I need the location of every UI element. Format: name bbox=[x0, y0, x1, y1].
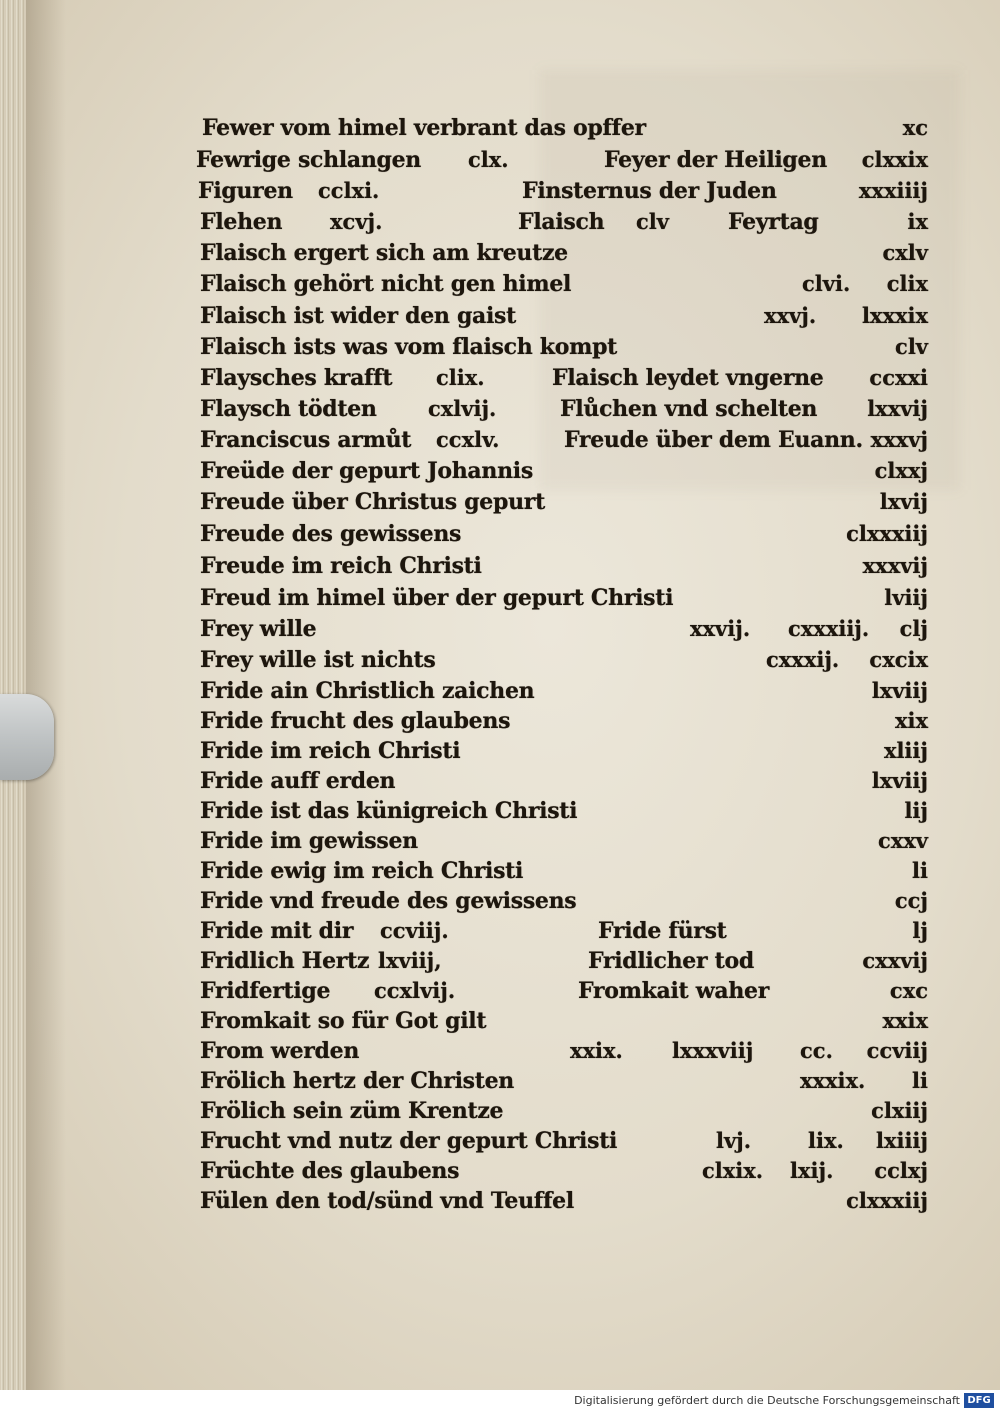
index-entry bbox=[0, 887, 1000, 921]
page-ref: lj bbox=[912, 918, 928, 943]
entry-text: Freude des gewissens bbox=[200, 521, 462, 547]
entry-text: Fride ist das künigreich Christi bbox=[200, 798, 578, 824]
index-entry bbox=[0, 364, 1000, 398]
page-ref: xcvj. bbox=[330, 209, 383, 234]
page-ref: ccxxi bbox=[869, 365, 928, 390]
entry-text: Flaisch ist wider den gaist bbox=[200, 303, 516, 329]
page-ref: xliij bbox=[883, 738, 928, 763]
entry-text: Figuren bbox=[198, 178, 293, 204]
entry-text: Fride mit dir bbox=[200, 918, 354, 944]
entry-text: Flaisch gehört nicht gen himel bbox=[200, 271, 572, 297]
page-ref: cxxxij. bbox=[766, 647, 840, 672]
footer-bar bbox=[0, 1390, 1000, 1412]
index-entry bbox=[0, 767, 1000, 801]
entry-text: Fride ain Christlich zaichen bbox=[200, 678, 535, 704]
entry-text: Fride vnd freude des gewissens bbox=[200, 888, 577, 914]
index-entry bbox=[0, 302, 1000, 336]
page-ref: lix. bbox=[808, 1128, 844, 1153]
page-ref: lxvij bbox=[879, 489, 928, 514]
entry-text: Fride im gewissen bbox=[200, 828, 418, 854]
entry-text: Flaisch ergert sich am kreutze bbox=[200, 240, 568, 266]
page-ref: cxlv bbox=[882, 240, 928, 265]
page-ref: clxxxiij bbox=[846, 521, 928, 546]
page-ref: ix bbox=[907, 209, 928, 234]
page-ref: lvj. bbox=[716, 1128, 752, 1153]
entry-text: Freude im reich Christi bbox=[200, 553, 482, 579]
index-entry bbox=[0, 857, 1000, 891]
entry-text: Fridlich Hertz bbox=[200, 948, 370, 974]
page-ref: li bbox=[912, 858, 928, 883]
index-entry bbox=[0, 827, 1000, 861]
entry-text: Fride auff erden bbox=[200, 768, 396, 794]
index-entry bbox=[0, 677, 1000, 711]
entry-text: Flaisch ists was vom flaisch kompt bbox=[200, 334, 618, 360]
page-ref: xix bbox=[894, 708, 928, 733]
index-entry bbox=[0, 584, 1000, 618]
entry-text-2: Fromkait waher bbox=[578, 978, 770, 1004]
page-ref: clix. bbox=[436, 365, 485, 390]
index-entry bbox=[0, 333, 1000, 367]
entry-text: Fewer vom himel verbrant das opffer bbox=[202, 115, 646, 141]
page-ref: ccxlv. bbox=[436, 427, 500, 452]
page-ref: clx. bbox=[468, 147, 509, 172]
page-ref: xxxiiij bbox=[858, 178, 928, 203]
index-entry bbox=[0, 797, 1000, 831]
page-ref: lij bbox=[904, 798, 928, 823]
entry-text-2: Finsternus der Juden bbox=[522, 178, 777, 204]
page-ref: lviij bbox=[884, 585, 928, 610]
page-ref: cclxi. bbox=[318, 178, 380, 203]
page-ref: cxcix bbox=[869, 647, 928, 672]
index-entry bbox=[0, 1037, 1000, 1071]
entry-text: Flehen bbox=[200, 209, 283, 235]
index-entry bbox=[0, 1097, 1000, 1131]
entry-text-3: Feyrtag bbox=[728, 209, 819, 235]
index-entry bbox=[0, 395, 1000, 429]
entry-text-2: Flaisch leydet vngerne bbox=[552, 365, 824, 391]
page-ref: cclxj bbox=[874, 1158, 928, 1183]
index-entry bbox=[0, 1187, 1000, 1221]
page-ref: ccviij bbox=[866, 1038, 928, 1063]
index-entry bbox=[0, 947, 1000, 981]
entry-text: Frey wille bbox=[200, 616, 317, 642]
page-ref: lxij. bbox=[790, 1158, 834, 1183]
page-ref: lxxvij bbox=[867, 396, 928, 421]
index-entry bbox=[0, 457, 1000, 491]
page-ref: xxxvj bbox=[870, 427, 928, 452]
index-entry bbox=[0, 707, 1000, 741]
index-entry bbox=[0, 520, 1000, 554]
page-ref: ccxlvij. bbox=[374, 978, 456, 1003]
entry-text: Früchte des glaubens bbox=[200, 1158, 460, 1184]
page-ref: lxviij, bbox=[378, 948, 442, 973]
index-entry bbox=[0, 1007, 1000, 1041]
entry-text: Fewrige schlangen bbox=[196, 147, 421, 173]
entry-text: Freud im himel über der gepurt Christi bbox=[200, 585, 674, 611]
index-entry bbox=[0, 239, 1000, 273]
entry-text: Freüde der gepurt Johannis bbox=[200, 458, 533, 484]
index-entry bbox=[0, 646, 1000, 680]
entry-text-2: Freude über dem Euann. bbox=[564, 427, 863, 453]
index-entry bbox=[0, 270, 1000, 304]
index-entry bbox=[0, 1067, 1000, 1101]
page-ref: li bbox=[912, 1068, 928, 1093]
index-entry bbox=[0, 917, 1000, 951]
page-ref: clxxxiij bbox=[846, 1188, 928, 1213]
entry-text: Frey wille ist nichts bbox=[200, 647, 436, 673]
entry-text: Flaysch tödten bbox=[200, 396, 377, 422]
page-ref: ccviij. bbox=[380, 918, 449, 943]
index-entry bbox=[0, 488, 1000, 522]
index-entry bbox=[0, 615, 1000, 649]
entry-text: Frölich hertz der Christen bbox=[200, 1068, 514, 1094]
page-ref: clxxix bbox=[861, 147, 928, 172]
entry-text: Fride im reich Christi bbox=[200, 738, 461, 764]
page-ref: clix bbox=[886, 271, 928, 296]
page-ref: lxviij bbox=[871, 678, 928, 703]
page-ref: lxxxix bbox=[861, 303, 928, 328]
entry-text: Franciscus armůt bbox=[200, 427, 412, 453]
entry-text: Fromkait so für Got gilt bbox=[200, 1008, 487, 1034]
entry-text: Flaysches krafft bbox=[200, 365, 393, 391]
page-ref: lxviij bbox=[871, 768, 928, 793]
page-ref: clxxj bbox=[874, 458, 928, 483]
page-ref: xxix bbox=[882, 1008, 928, 1033]
dfg-logo-icon: DFG bbox=[964, 1393, 994, 1408]
index-entry bbox=[0, 208, 1000, 242]
page-ref: cxxv bbox=[877, 828, 928, 853]
page-ref: clvi. bbox=[802, 271, 851, 296]
page-ref: lxiiij bbox=[875, 1128, 928, 1153]
page-ref: xxvij. bbox=[690, 616, 751, 641]
page-ref: xxxvij bbox=[862, 553, 928, 578]
page-ref: xxvj. bbox=[764, 303, 817, 328]
page-ref: lxxxviij bbox=[672, 1038, 754, 1063]
index-entry bbox=[0, 737, 1000, 771]
page-ref: clv bbox=[636, 209, 669, 234]
page-ref: cxlvij. bbox=[428, 396, 497, 421]
entry-text-2: Flaisch bbox=[518, 209, 605, 235]
entry-text: Fride frucht des glaubens bbox=[200, 708, 511, 734]
entry-text-2: Fride fürst bbox=[598, 918, 727, 944]
page-ref: cxxxiij. bbox=[788, 616, 870, 641]
entry-text: Freude über Christus gepurt bbox=[200, 489, 545, 515]
entry-text: Fridfertige bbox=[200, 978, 331, 1004]
index-entry bbox=[0, 552, 1000, 586]
entry-text: Fülen den tod/sünd vnd Teuffel bbox=[200, 1188, 574, 1214]
entry-text: From werden bbox=[200, 1038, 360, 1064]
page-ref: cxc bbox=[889, 978, 928, 1003]
entry-text-2: Fridlicher tod bbox=[588, 948, 754, 974]
dfg-credit-text: Digitalisierung gefördert durch die Deutsche Forschungsgemeinschaft bbox=[574, 1394, 960, 1407]
page-ref: clxiij bbox=[871, 1098, 928, 1123]
page-ref: cxxvij bbox=[862, 948, 928, 973]
entry-text: Frölich sein züm Krentze bbox=[200, 1098, 504, 1124]
index-entry bbox=[0, 977, 1000, 1011]
page-ref: clj bbox=[899, 616, 928, 641]
entry-text-2: Flůchen vnd schelten bbox=[560, 396, 818, 422]
page-ref: cc. bbox=[800, 1038, 833, 1063]
page-ref: xxxix. bbox=[800, 1068, 866, 1093]
page-ref: ccj bbox=[894, 888, 928, 913]
index-entry bbox=[0, 177, 1000, 211]
index-entry bbox=[0, 114, 1000, 148]
index-entry bbox=[0, 426, 1000, 460]
page-ref: xxix. bbox=[570, 1038, 623, 1063]
page-ref: xc bbox=[902, 115, 928, 140]
page-ref: clxix. bbox=[702, 1158, 764, 1183]
entry-text: Frucht vnd nutz der gepurt Christi bbox=[200, 1128, 618, 1154]
index-entry bbox=[0, 1157, 1000, 1191]
index-entry bbox=[0, 146, 1000, 180]
entry-text: Fride ewig im reich Christi bbox=[200, 858, 524, 884]
page-ref: clv bbox=[895, 334, 928, 359]
entry-text-2: Feyer der Heiligen bbox=[604, 147, 827, 173]
index-entry bbox=[0, 1127, 1000, 1161]
